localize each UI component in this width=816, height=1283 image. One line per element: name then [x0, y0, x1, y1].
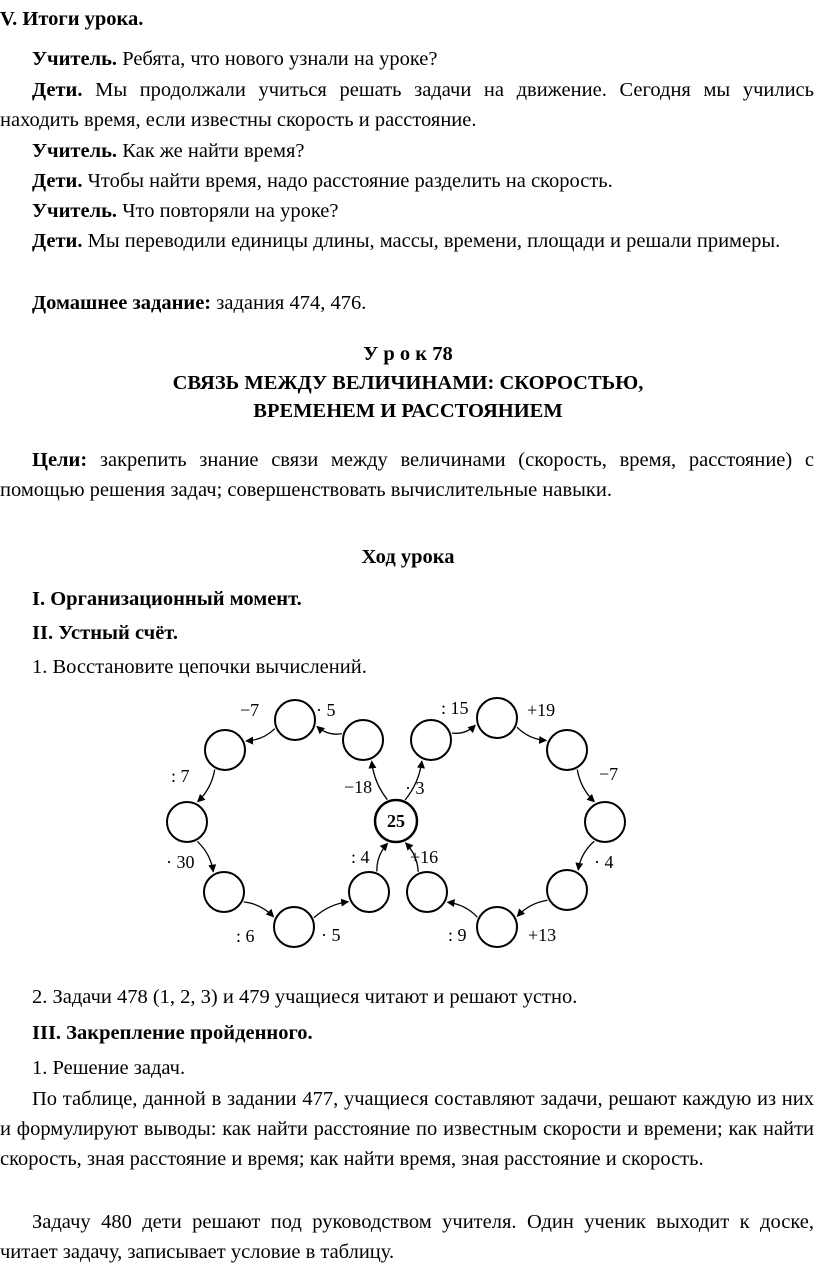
right-chain-arrow-4	[577, 769, 594, 801]
paragraph-task-480: Задачу 480 дети решают под руководством учителя. Один ученик выходит к доске, читает задачу, записывает условие в таблицу.	[0, 1211, 814, 1263]
left-operation-label-1: −18	[344, 777, 373, 797]
right-chain-arrow-2	[452, 725, 475, 733]
right-chain-arrow-5	[578, 841, 594, 870]
left-chain-arrow-8	[377, 843, 388, 871]
center-node-value: 25	[387, 811, 405, 831]
line-text: Мы продолжали учиться решать задачи на движение. Сегодня мы учились находить время, если известны скорость и расстояние.	[0, 79, 815, 131]
line-text: Что повторяли на уроке?	[122, 200, 339, 222]
goals-label: Цели:	[32, 449, 88, 471]
course-heading: Ход урока	[361, 546, 455, 568]
left-chain-arrow-7	[314, 902, 348, 918]
right-operation-label-1: · 3	[405, 778, 425, 798]
right-empty-node-2	[477, 698, 517, 738]
line-text: Как же найти время?	[122, 140, 305, 162]
left-empty-node-5	[204, 872, 244, 912]
right-empty-node-6	[477, 907, 517, 947]
speaker: Дети.	[32, 170, 83, 192]
lesson-title-line2: ВРЕМЕНЕМ И РАССТОЯНИЕМ	[253, 400, 563, 422]
line-text: Ребята, что нового узнали на уроке?	[122, 48, 438, 70]
right-operation-label-2: : 15	[441, 698, 469, 718]
stage-2: II. Устный счёт.	[32, 622, 178, 644]
left-empty-node-4	[167, 802, 207, 842]
speaker: Учитель.	[32, 200, 118, 222]
left-chain-arrow-6	[244, 902, 274, 917]
left-chain-arrow-2	[317, 726, 342, 734]
homework-text: задания 474, 476.	[216, 292, 367, 314]
left-operation-label-2: · 5	[316, 700, 336, 720]
right-operation-label-4: −7	[599, 764, 619, 784]
left-operation-label-8: : 4	[351, 847, 370, 867]
left-empty-node-1	[343, 720, 383, 760]
left-empty-node-3	[205, 730, 245, 770]
left-chain-arrow-4	[198, 769, 215, 801]
left-empty-node-6	[274, 907, 314, 947]
left-operation-label-5: · 30	[166, 852, 195, 872]
stage-3-item: 1. Решение задач.	[32, 1057, 186, 1079]
task-2: 2. Задачи 478 (1, 2, 3) и 479 учащиеся читают и решают устно.	[32, 986, 578, 1008]
homework-label: Домашнее задание:	[32, 292, 212, 314]
right-empty-node-1	[411, 720, 451, 760]
stage-3: III. Закрепление пройденного.	[32, 1022, 313, 1044]
right-operation-label-3: +19	[527, 700, 556, 720]
speaker: Дети.	[32, 79, 83, 101]
line-text: Чтобы найти время, надо расстояние разделить на скорость.	[87, 170, 613, 192]
left-operation-label-6: : 6	[236, 926, 255, 946]
left-operation-label-7: · 5	[321, 925, 341, 945]
right-chain-arrow-3	[517, 727, 546, 740]
paragraph-table-477: По таблице, данной в задании 477, учащиеся составляют задачи, решают каждую из них и формулируют выводы: как найти расстояние по известным скорости и времени; как найти скорость, зная расстояние и время; как найти время, зная расстояние и скорость.	[0, 1088, 814, 1170]
left-operation-label-3: −7	[240, 700, 260, 720]
left-empty-node-2	[275, 700, 315, 740]
speaker: Учитель.	[32, 48, 118, 70]
left-empty-node-7	[349, 872, 389, 912]
section-heading-summary: V. Итоги урока.	[0, 8, 144, 30]
goals-text: закрепить знание связи между величинами (скорость, время, расстояние) с помощью решения задач; совершенствовать вычислительные навыки.	[0, 449, 815, 501]
stage-1: I. Организационный момент.	[32, 588, 302, 610]
right-operation-label-8: +16	[410, 847, 439, 867]
right-chain-arrow-7	[448, 902, 478, 917]
right-chain-arrow-6	[517, 900, 547, 916]
right-empty-node-4	[585, 802, 625, 842]
left-chain-arrow-1	[372, 761, 388, 799]
right-empty-node-7	[407, 872, 447, 912]
speaker: Дети.	[32, 230, 83, 252]
right-operation-label-5: · 4	[594, 852, 614, 872]
speaker: Учитель.	[32, 140, 118, 162]
right-empty-node-5	[547, 870, 587, 910]
lesson-number: У р о к 78	[363, 343, 453, 365]
lesson-title-line1: СВЯЗЬ МЕЖДУ ВЕЛИЧИНАМИ: СКОРОСТЬЮ,	[172, 372, 644, 394]
left-chain-arrow-5	[197, 841, 213, 871]
left-chain-arrow-3	[246, 729, 275, 741]
left-operation-label-4: : 7	[171, 766, 190, 786]
task-1: 1. Восстановите цепочки вычислений.	[32, 656, 367, 678]
line-text: Мы переводили единицы длины, массы, времени, площади и решали примеры.	[87, 230, 781, 252]
right-operation-label-7: : 9	[448, 925, 467, 945]
right-empty-node-3	[547, 730, 587, 770]
right-operation-label-6: +13	[528, 925, 557, 945]
